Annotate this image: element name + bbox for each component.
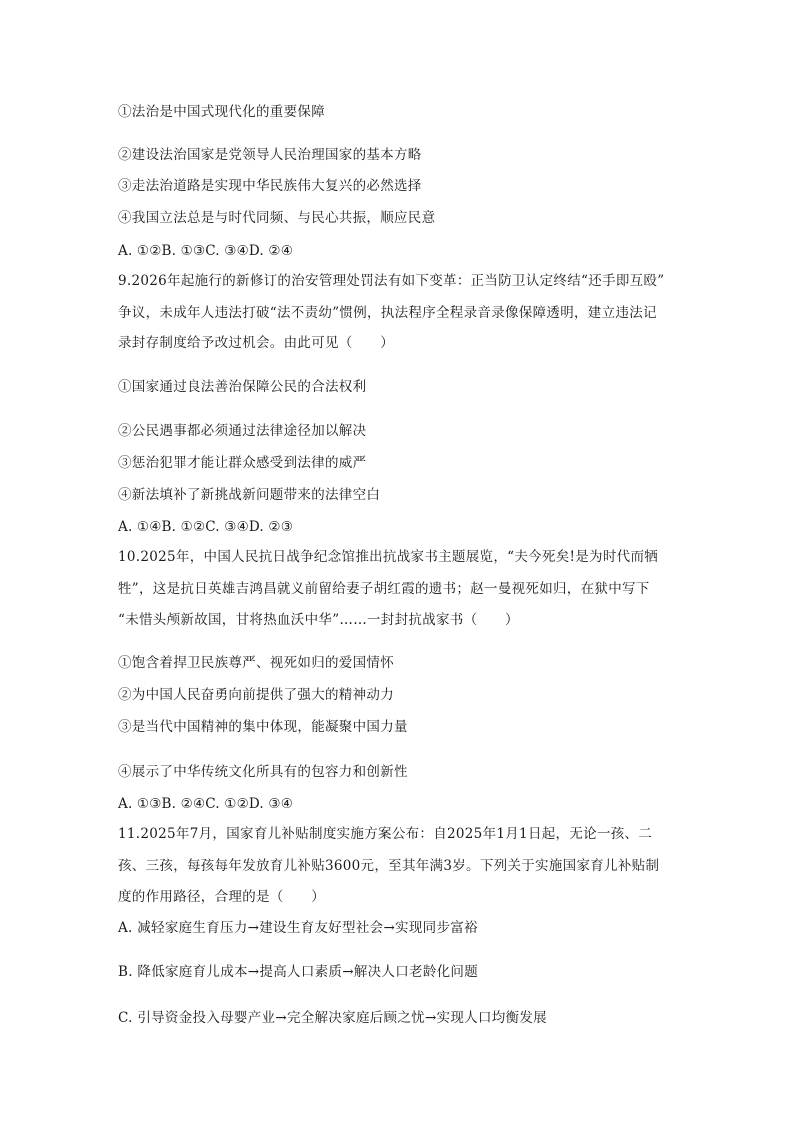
q11-stem-line-3: 度的作用路径，合理的是（ ） xyxy=(118,889,325,905)
q9-statement-2: ②公民遇事都必须通过法律途径加以解决 xyxy=(118,423,367,439)
q10-stem-line-1: 10.2025年，中国人民抗日战争纪念馆推出抗战家书主题展览，“夫今死矣!是为时代而牺 xyxy=(118,549,659,565)
q9-stem-line-3: 录封存制度给予改过机会。由此可见（ ） xyxy=(118,335,394,351)
q8-options: A. ①②B. ①③C. ③④D. ②④ xyxy=(118,243,294,259)
q10-statement-1: ①饱含着捍卫民族尊严、视死如归的爱国情怀 xyxy=(118,655,394,671)
q9-statement-3: ③惩治犯罪才能让群众感受到法律的威严 xyxy=(118,455,367,471)
q9-statement-1: ①国家通过良法善治保障公民的合法权利 xyxy=(118,379,367,395)
q8-statement-4: ④我国立法总是与时代同频、与民心共振，顺应民意 xyxy=(118,210,436,226)
q11-stem-line-1: 11.2025年7月，国家育儿补贴制度实施方案公布：自2025年1月1日起，无论一孩、二 xyxy=(118,826,653,842)
q10-statement-4: ④展示了中华传统文化所具有的包容力和创新性 xyxy=(118,764,408,780)
q11-option-c: C. 引导资金投入母婴产业→完全解决家庭后顾之忧→实现人口均衡发展 xyxy=(118,1010,547,1026)
q9-options: A. ①④B. ①②C. ③④D. ②③ xyxy=(118,519,294,535)
q10-stem-line-3: “未惜头颅新故国，甘将热血沃中华”……一封封抗战家书（ ） xyxy=(118,612,519,628)
q11-stem-line-2: 孩、三孩，每孩每年发放育儿补贴3600元，至其年满3岁。下列关于实施国家育儿补贴制 xyxy=(118,858,660,874)
q8-statement-2: ②建设法治国家是党领导人民治理国家的基本方略 xyxy=(118,147,422,163)
q8-statement-3: ③走法治道路是实现中华民族伟大复兴的必然选择 xyxy=(118,178,422,194)
q10-options: A. ①③B. ②④C. ①②D. ③④ xyxy=(118,796,294,812)
q8-statement-1: ①法治是中国式现代化的重要保障 xyxy=(118,104,325,120)
q9-stem-line-2: 争议，未成年人违法打破“法不责幼”惯例，执法程序全程录音录像保障透明，建立违法记 xyxy=(118,305,657,321)
q9-stem-line-1: 9.2026年起施行的新修订的治安管理处罚法有如下变革：正当防卫认定终结“还手即互殴” xyxy=(118,273,665,289)
q11-option-a: A. 减轻家庭生育压力→建设生育友好型社会→实现同步富裕 xyxy=(118,920,478,936)
q9-statement-4: ④新法填补了新挑战新问题带来的法律空白 xyxy=(118,487,381,503)
q10-stem-line-2: 牲”，这是抗日英雄吉鸿昌就义前留给妻子胡红霞的遗书；赵一曼视死如归，在狱中写下 xyxy=(118,581,650,597)
q11-option-b: B. 降低家庭育儿成本→提高人口素质→解决人口老龄化问题 xyxy=(118,964,479,980)
q10-statement-2: ②为中国人民奋勇向前提供了强大的精神动力 xyxy=(118,687,394,703)
q10-statement-3: ③是当代中国精神的集中体现，能凝聚中国力量 xyxy=(118,719,408,735)
